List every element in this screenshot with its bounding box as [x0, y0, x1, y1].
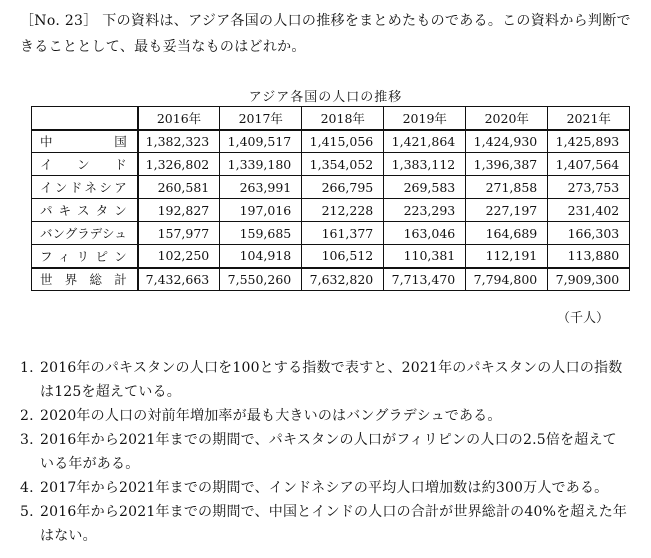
table-row	[32, 153, 630, 176]
table-row	[32, 176, 630, 199]
population-cell: 113,880	[548, 245, 630, 268]
option-number: 2.	[20, 408, 34, 424]
year-header: 2016年	[138, 107, 220, 130]
population-table	[31, 106, 630, 291]
population-cell: 263,991	[220, 176, 302, 199]
population-cell: 164,689	[466, 222, 548, 245]
country-label: 中国	[32, 130, 138, 153]
population-cell: 163,046	[384, 222, 466, 245]
year-header: 2018年	[302, 107, 384, 130]
option-number: 5.	[20, 504, 34, 520]
country-label: フィリピン	[32, 245, 138, 268]
table-header-row	[32, 107, 630, 130]
answer-option-2	[20, 404, 630, 428]
population-cell: 269,583	[384, 176, 466, 199]
option-text: 2016年から2021年までの期間で、中国とインドの人口の合計が世界総計の40%を超えた年はない。	[40, 504, 628, 544]
population-cell: 1,396,387	[466, 153, 548, 176]
population-cell: 7,794,800	[466, 268, 548, 291]
year-header: 2019年	[384, 107, 466, 130]
table-row	[32, 199, 630, 222]
population-cell: 1,407,564	[548, 153, 630, 176]
population-cell: 1,409,517	[220, 130, 302, 153]
population-cell: 7,713,470	[384, 268, 466, 291]
population-cell: 1,326,802	[138, 153, 220, 176]
country-label: バングラデシュ	[32, 222, 138, 245]
population-cell: 266,795	[302, 176, 384, 199]
population-cell: 7,632,820	[302, 268, 384, 291]
country-label: インド	[32, 153, 138, 176]
answer-options	[20, 356, 630, 548]
option-text: 2016年から2021年までの期間で、パキスタンの人口がフィリピンの人口の2.5倍を超えている年がある。	[40, 432, 617, 472]
table-row	[32, 222, 630, 245]
option-number: 3.	[20, 432, 34, 448]
population-cell: 1,425,893	[548, 130, 630, 153]
population-cell: 271,858	[466, 176, 548, 199]
question-text: ［No. 23］ 下の資料は、アジア各国の人口の推移をまとめたものである。この資料から判断できることとして、最も妥当なものはどれか。	[20, 13, 631, 55]
population-cell: 104,918	[220, 245, 302, 268]
population-cell: 102,250	[138, 245, 220, 268]
population-cell: 7,909,300	[548, 268, 630, 291]
population-cell: 197,016	[220, 199, 302, 222]
table-title: アジア各国の人口の推移	[248, 90, 403, 105]
population-cell: 227,197	[466, 199, 548, 222]
population-cell: 110,381	[384, 245, 466, 268]
table-row	[32, 130, 630, 153]
answer-option-1	[20, 356, 630, 404]
option-text: 2017年から2021年までの期間で、インドネシアの平均人口増加数は約300万人である。	[40, 480, 609, 496]
population-cell: 1,354,052	[302, 153, 384, 176]
option-text: 2016年のパキスタンの人口を100とする指数で表すと、2021年のパキスタンの人口の指数は125を超えている。	[40, 360, 623, 400]
population-cell: 260,581	[138, 176, 220, 199]
option-number: 1.	[20, 360, 34, 376]
population-cell: 1,382,323	[138, 130, 220, 153]
population-cell: 112,191	[466, 245, 548, 268]
year-header: 2020年	[466, 107, 548, 130]
year-header: 2021年	[548, 107, 630, 130]
population-cell: 212,228	[302, 199, 384, 222]
population-cell: 7,550,260	[220, 268, 302, 291]
population-cell: 1,424,930	[466, 130, 548, 153]
option-text: 2020年の人口の対前年増加率が最も大きいのはバングラデシュである。	[40, 408, 502, 424]
total-label: 世界総計	[32, 268, 138, 291]
population-cell: 159,685	[220, 222, 302, 245]
population-cell: 231,402	[548, 199, 630, 222]
population-cell: 1,383,112	[384, 153, 466, 176]
population-cell: 7,432,663	[138, 268, 220, 291]
population-cell: 106,512	[302, 245, 384, 268]
population-cell: 223,293	[384, 199, 466, 222]
country-label: パキスタン	[32, 199, 138, 222]
population-cell: 166,303	[548, 222, 630, 245]
table-row	[32, 245, 630, 268]
population-cell: 1,415,056	[302, 130, 384, 153]
option-number: 4.	[20, 480, 34, 496]
answer-option-3	[20, 428, 630, 476]
country-label: インドネシア	[32, 176, 138, 199]
unit-label: （千人）	[556, 311, 609, 326]
population-cell: 192,827	[138, 199, 220, 222]
year-header: 2017年	[220, 107, 302, 130]
population-cell: 157,977	[138, 222, 220, 245]
population-cell: 1,339,180	[220, 153, 302, 176]
table-row-total	[32, 268, 630, 291]
table-corner-cell	[32, 107, 138, 130]
population-cell: 161,377	[302, 222, 384, 245]
answer-option-4	[20, 476, 630, 500]
answer-option-5	[20, 500, 630, 548]
population-cell: 273,753	[548, 176, 630, 199]
population-cell: 1,421,864	[384, 130, 466, 153]
